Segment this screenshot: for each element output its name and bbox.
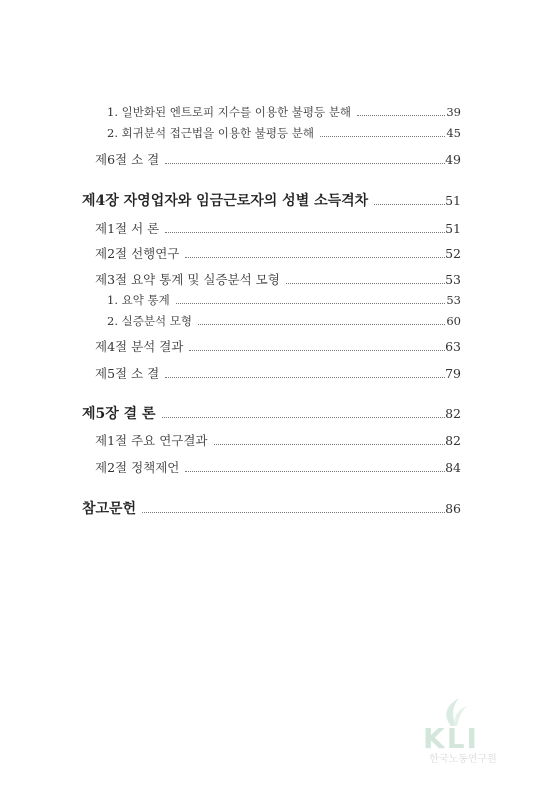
toc-entry-page: 52 bbox=[445, 246, 461, 261]
toc-leader-dots bbox=[162, 417, 445, 418]
toc-entry-label: 제1절 서 론 bbox=[95, 221, 160, 236]
toc-entry-page: 82 bbox=[445, 433, 461, 448]
toc-entry-page: 84 bbox=[445, 460, 461, 475]
toc-entry[interactable] bbox=[0, 219, 543, 239]
toc-entry[interactable] bbox=[0, 499, 543, 519]
toc-entry-page: 49 bbox=[445, 152, 461, 167]
toc-entry-page: 63 bbox=[445, 339, 461, 354]
toc-entry-page: 53 bbox=[445, 272, 461, 287]
toc-entry-label: 제4장 자영업자와 임금근로자의 성별 소득격차 bbox=[82, 193, 369, 209]
toc-entry-label: 제3절 요약 통계 및 실증분석 모형 bbox=[95, 272, 280, 287]
toc-entry[interactable] bbox=[0, 191, 543, 211]
toc-entry[interactable] bbox=[0, 244, 543, 264]
toc-entry-label: 제5절 소 결 bbox=[95, 366, 160, 381]
kli-logo-org-name: 한국노동연구원 bbox=[429, 754, 497, 765]
toc-entry[interactable] bbox=[0, 458, 543, 478]
toc-entry-label: 제4절 분석 결과 bbox=[95, 339, 184, 354]
toc-entry-page: 39 bbox=[446, 105, 461, 119]
toc-entry-label: 제5장 결 론 bbox=[82, 406, 156, 422]
toc-leader-dots bbox=[320, 136, 445, 137]
toc-entry[interactable] bbox=[0, 270, 543, 290]
toc-entry-label: 2. 회귀분석 접근법을 이용한 불평등 분해 bbox=[107, 126, 314, 140]
toc-entry[interactable] bbox=[0, 150, 543, 170]
toc-entry-page: 51 bbox=[445, 193, 461, 208]
toc-entry-label: 제2절 선행연구 bbox=[95, 246, 180, 261]
toc-leader-dots bbox=[198, 324, 445, 325]
toc-leader-dots bbox=[357, 115, 445, 116]
toc-entry-page: 45 bbox=[446, 126, 461, 140]
toc-leader-dots bbox=[165, 163, 445, 164]
toc-entry-label: 제1절 주요 연구결과 bbox=[95, 433, 208, 448]
toc-entry[interactable] bbox=[0, 290, 543, 310]
toc-entry[interactable] bbox=[0, 337, 543, 357]
toc-entry[interactable] bbox=[0, 311, 543, 331]
toc-entry[interactable] bbox=[0, 431, 543, 451]
toc-leader-dots bbox=[165, 377, 445, 378]
kli-logo-mark: KLI bbox=[423, 722, 479, 755]
toc-entry-label: 2. 실증분석 모형 bbox=[107, 314, 192, 328]
toc-leader-dots bbox=[142, 512, 445, 513]
toc-leader-dots bbox=[185, 471, 445, 472]
toc-entry-page: 60 bbox=[446, 314, 461, 328]
toc-entry-label: 제2절 정책제언 bbox=[95, 460, 180, 475]
toc-entry-page: 86 bbox=[445, 501, 461, 516]
kli-logo bbox=[393, 696, 513, 766]
toc-entry-page: 51 bbox=[445, 221, 461, 236]
toc-leader-dots bbox=[286, 283, 445, 284]
toc-leader-dots bbox=[374, 204, 445, 205]
toc-leader-dots bbox=[185, 257, 445, 258]
toc-entry-page: 53 bbox=[446, 293, 461, 307]
toc-entry-page: 79 bbox=[445, 366, 461, 381]
toc-entry-label: 1. 요약 통계 bbox=[107, 293, 170, 307]
toc-entry-label: 1. 일반화된 엔트로피 지수를 이용한 불평등 분해 bbox=[107, 105, 351, 119]
toc-entry[interactable] bbox=[0, 123, 543, 143]
toc-leader-dots bbox=[214, 444, 445, 445]
toc-leader-dots bbox=[176, 303, 445, 304]
toc-entry-page: 82 bbox=[445, 406, 461, 421]
toc-entry-label: 참고문헌 bbox=[82, 501, 137, 517]
toc-entry[interactable] bbox=[0, 404, 543, 424]
toc-entry[interactable] bbox=[0, 364, 543, 384]
toc-leader-dots bbox=[165, 232, 445, 233]
toc-entry-label: 제6절 소 결 bbox=[95, 152, 160, 167]
toc-leader-dots bbox=[189, 350, 445, 351]
toc-entry[interactable] bbox=[0, 102, 543, 122]
